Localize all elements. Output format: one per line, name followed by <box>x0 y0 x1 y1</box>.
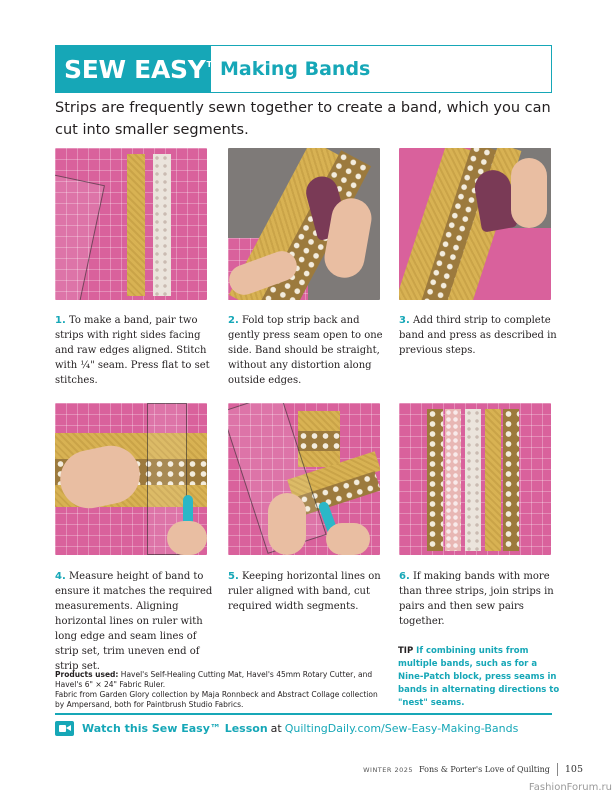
watch-lesson-link[interactable] <box>55 721 518 736</box>
products-text: Havel's Self-Healing Cutting Mat, Havel's 45mm Rotary Cutter, and Havel's 6" × 24" Fabric Ruler. <box>55 670 373 689</box>
step-5-text <box>228 569 388 614</box>
watch-lesson-at: at <box>270 722 282 735</box>
step-description: To make a band, pair two strips with right sides facing and raw edges aligned. Stitch with ¼" seam. Press flat to set stitches. <box>55 315 210 386</box>
step-description: Keeping horizontal lines on ruler aligned with band, cut required width segments. <box>228 571 381 612</box>
pink-strip-image <box>445 409 461 551</box>
products-used <box>55 670 385 710</box>
print-strip-image <box>427 409 443 551</box>
print-strip-image <box>298 431 340 451</box>
products-label: Products used: <box>55 670 119 679</box>
step-description: Measure height of band to ensure it matches the required measurements. Aligning horizontal lines on ruler with long edge and seam lines of strip set, trim uneven end of strip set. <box>55 571 213 672</box>
step-5-photo <box>228 403 380 555</box>
gold-strip-image <box>298 411 340 431</box>
issue-date: WINTER 2025 <box>363 765 414 774</box>
lesson-url-link[interactable]: QuiltingDaily.com/Sew-Easy-Making-Bands <box>284 722 519 735</box>
step-6-text <box>399 569 559 629</box>
products-line-2: Fabric from Garden Glory collection by Maja Ronnbeck and Abstract Collage collection by Ampersand, both for Paintbrush Studio Fabrics. <box>55 690 378 709</box>
step-4-text <box>55 569 215 674</box>
step-number: 3. <box>399 315 410 326</box>
step-6-photo <box>399 403 551 555</box>
step-description: Add third strip to complete band and press as described in previous steps. <box>399 315 557 356</box>
section-title: Making Bands <box>220 58 371 80</box>
light-strip-image <box>153 154 171 296</box>
step-2-text <box>228 313 383 388</box>
divider-rule <box>55 713 552 715</box>
hand-image <box>511 158 547 228</box>
step-4-photo <box>55 403 207 555</box>
tip-box <box>398 645 563 710</box>
intro-text: Strips are frequently sewn together to create a band, which you can cut into smaller segments. <box>55 100 551 138</box>
tip-label: TIP <box>398 646 414 656</box>
hand-image <box>167 521 207 555</box>
page-number: 105 <box>564 764 583 775</box>
footer-divider <box>557 763 558 776</box>
step-3-photo <box>399 148 551 300</box>
gold-strip-image <box>485 409 501 551</box>
hand-image <box>268 493 306 555</box>
step-number: 2. <box>228 315 239 326</box>
sew-easy-logo <box>56 46 220 92</box>
sew-easy-header <box>55 45 552 93</box>
watermark: FashionForum.ru <box>528 782 612 793</box>
step-number: 4. <box>55 571 66 582</box>
products-line-1 <box>55 670 385 690</box>
step-number: 6. <box>399 571 410 582</box>
step-description: If making bands with more than three strips, join strips in pairs and then sew pairs together. <box>399 571 554 627</box>
page-footer <box>358 763 583 776</box>
step-description: Fold top strip back and gently press seam open to one side. Band should be straight, without any distortion along outside edges. <box>228 315 383 386</box>
ruler-image <box>55 174 105 300</box>
step-number: 1. <box>55 315 66 326</box>
video-camera-icon <box>55 721 74 736</box>
brand-text: SEW EASY <box>64 54 206 84</box>
hand-image <box>326 523 370 555</box>
step-number: 5. <box>228 571 239 582</box>
trademark-mark: TM <box>206 59 220 69</box>
watch-lesson-title: Watch this Sew Easy™ Lesson <box>82 722 268 735</box>
tip-text: If combining units from multiple bands, such as for a Nine-Patch block, press seams in bands in alternating directions to "nest" seams. <box>398 646 560 708</box>
gold-strip-image <box>127 154 145 296</box>
step-1-photo <box>55 148 207 300</box>
magazine-name: Fons & Porter's Love of Quilting <box>419 765 550 774</box>
print-strip-image <box>503 409 519 551</box>
step-3-text <box>399 313 559 358</box>
step-1-text <box>55 313 215 388</box>
light-strip-image <box>465 409 481 551</box>
step-2-photo <box>228 148 380 300</box>
